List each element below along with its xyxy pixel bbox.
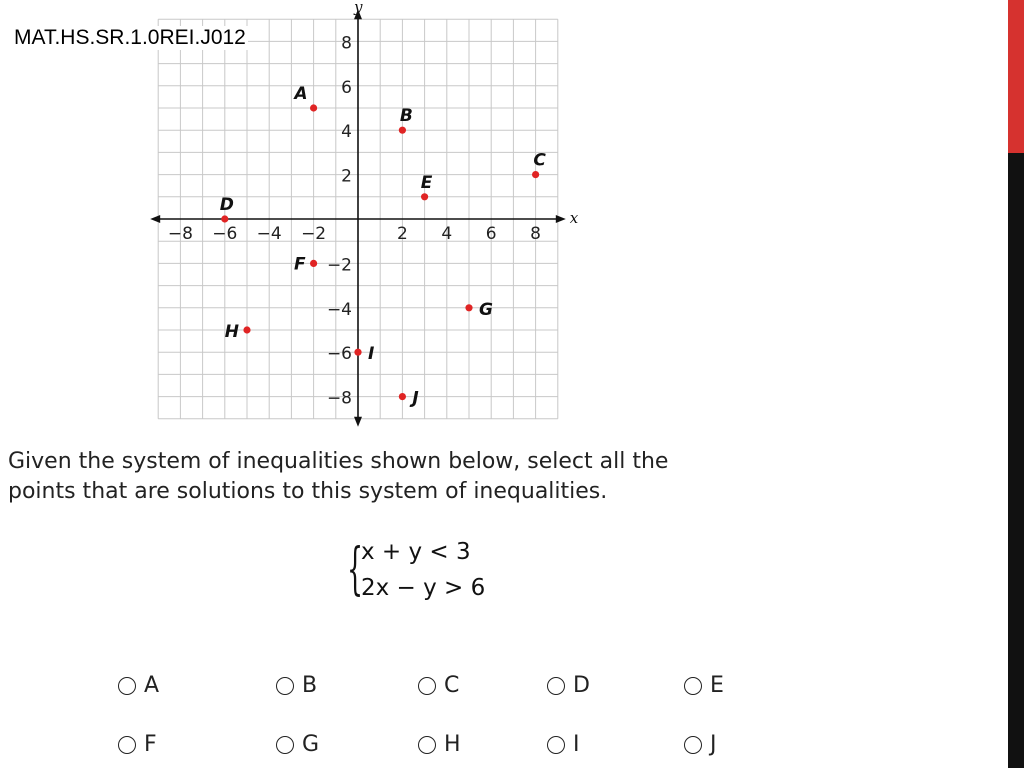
choice-c[interactable]: [418, 673, 459, 698]
y-tick-label: −2: [326, 255, 352, 276]
x-axis-left-arrow-icon: [150, 215, 160, 223]
brace-icon: {: [347, 537, 364, 602]
radio-icon[interactable]: [118, 736, 136, 754]
point-label: D: [219, 195, 234, 215]
choice-label: J: [710, 732, 717, 757]
coordinate-graph: [150, 0, 580, 430]
point-label: E: [420, 172, 433, 193]
choice-a[interactable]: [118, 673, 159, 698]
point-label: F: [293, 254, 306, 275]
item-code: MAT.HS.SR.1.0REI.J012: [14, 26, 246, 49]
point-label: A: [294, 84, 308, 104]
point-i: [354, 349, 361, 356]
point-j: [399, 393, 406, 400]
choice-label: H: [444, 732, 461, 757]
x-tick-label: −2: [301, 224, 327, 244]
y-axis-down-arrow-icon: [354, 417, 362, 427]
choice-g[interactable]: [276, 732, 319, 757]
y-tick-label: 4: [341, 122, 352, 143]
point-label: J: [412, 388, 419, 409]
y-axis-label: y: [354, 0, 363, 16]
point-label: G: [479, 299, 493, 320]
choice-d[interactable]: [547, 673, 590, 698]
choice-label: E: [710, 673, 724, 698]
point-f: [310, 260, 317, 267]
inequality-2: 2x − y > 6: [361, 575, 486, 601]
radio-icon[interactable]: [418, 677, 436, 695]
radio-icon[interactable]: [276, 736, 294, 754]
radio-icon[interactable]: [684, 677, 702, 695]
choice-label: G: [302, 732, 320, 757]
choice-e[interactable]: [684, 673, 724, 698]
y-tick-label: −6: [326, 344, 352, 365]
point-h: [243, 326, 250, 333]
point-a: [310, 104, 317, 111]
choice-label: C: [444, 673, 460, 698]
choice-label: F: [144, 732, 157, 757]
y-tick-label: 8: [341, 33, 352, 54]
x-tick-label: −4: [256, 224, 282, 244]
radio-icon[interactable]: [118, 677, 136, 695]
point-label: I: [368, 344, 375, 365]
choice-label: B: [302, 673, 318, 698]
x-tick-label: 8: [530, 224, 542, 244]
point-e: [421, 193, 428, 200]
point-label: H: [224, 322, 239, 342]
choice-h[interactable]: [418, 732, 461, 757]
y-tick-label: 2: [341, 166, 352, 187]
radio-icon[interactable]: [547, 677, 565, 695]
radio-icon[interactable]: [547, 736, 565, 754]
choice-label: D: [573, 673, 590, 698]
question-line-1: Given the system of inequalities shown below, select all the: [8, 449, 669, 474]
x-tick-label: 6: [485, 224, 497, 244]
choice-j[interactable]: [684, 732, 717, 757]
point-g: [465, 304, 472, 311]
point-b: [399, 127, 406, 134]
choice-f[interactable]: [118, 732, 157, 757]
choice-b[interactable]: [276, 673, 317, 698]
x-tick-label: −6: [212, 224, 238, 244]
choice-i[interactable]: [547, 732, 580, 757]
radio-icon[interactable]: [418, 736, 436, 754]
x-tick-label: 2: [396, 224, 408, 244]
y-tick-label: 6: [341, 77, 352, 98]
point-d: [221, 215, 228, 222]
point-label: B: [399, 106, 413, 127]
sidebar-accent: [1008, 0, 1024, 153]
y-tick-label: −4: [326, 299, 352, 320]
point-c: [532, 171, 539, 178]
choice-label: I: [573, 732, 580, 757]
question-prompt: [8, 447, 788, 507]
x-tick-label: 4: [441, 224, 453, 244]
inequality-system: [345, 537, 565, 609]
choice-label: A: [144, 673, 160, 698]
question-line-2: points that are solutions to this system of inequalities.: [8, 479, 608, 504]
x-tick-label: −8: [167, 224, 193, 244]
inequality-1: x + y < 3: [361, 539, 471, 565]
x-axis-right-arrow-icon: [556, 215, 566, 223]
y-tick-label: −8: [326, 388, 352, 409]
radio-icon[interactable]: [276, 677, 294, 695]
radio-icon[interactable]: [684, 736, 702, 754]
point-label: C: [533, 150, 546, 171]
x-axis-label: x: [569, 209, 579, 227]
